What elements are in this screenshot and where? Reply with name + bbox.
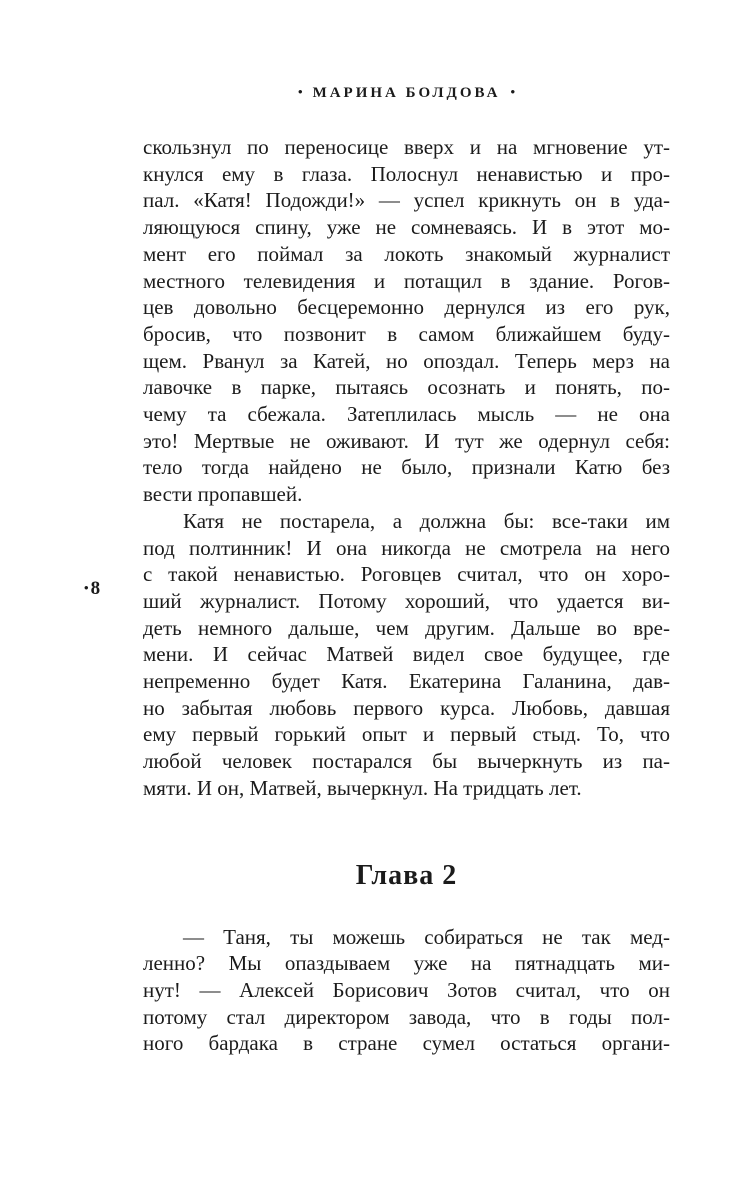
text-line: вести пропавшей. [143,482,303,507]
text-line: но забытая любовь первого курса. Любовь, давшая [143,695,670,720]
text-line: тело тогда найдено не было, признали Катю без [143,455,670,480]
text-line: с такой ненавистью. Роговцев считал, что он хоро- [143,562,670,587]
page-number: 8 [90,578,101,599]
text-line: бросив, что позвонит в самом ближайшем буду- [143,321,670,346]
text-line: лавочке в парке, пытаясь осознать и понять, по- [143,375,670,400]
page-number-bullet-icon: • [84,580,89,595]
text-line: ленно? Мы опаздываем уже на пятнадцать ми- [143,951,670,976]
header-bullet-right-icon: • [510,84,515,99]
text-line: нут! — Алексей Борисович Зотов считал, что он [143,977,670,1002]
text-line: ему первый горький опыт и первый стыд. То, что [143,722,670,747]
text-line: ший журналист. Потому хороший, что удается ви- [143,588,670,613]
text-line: скользнул по переносице вверх и на мгновение ут- [143,135,670,159]
text-line: пал. «Катя! Подожди!» — успел крикнуть он в уда- [143,188,670,213]
page-text [143,134,670,1057]
text-line: цев довольно бесцеремонно дернулся из его рук, [143,295,670,320]
author-name: МАРИНА БОЛДОВА [312,85,501,101]
text-line: местного телевидения и потащил в здание. Рогов- [143,268,670,293]
page-number-marker [84,578,100,600]
paragraph [143,924,670,1058]
text-line: это! Мертвые не оживают. И тут же одернул себя: [143,428,670,453]
text-line: — Таня, ты можешь собираться не так мед- [183,924,670,949]
text-line: потому стал директором завода, что в годы пол- [143,1004,670,1029]
text-line: мент его поймал за локоть знакомый журналист [143,241,670,266]
text-line: Катя не постарела, а должна бы: все-таки им [183,508,670,533]
text-line: мени. И сейчас Матвей видел свое будущее, где [143,642,670,667]
text-line: непременно будет Катя. Екатерина Галанина, дав- [143,669,670,694]
paragraph [143,134,670,508]
text-line: мяти. И он, Матвей, вычеркнул. На тридцать лет. [143,775,582,800]
text-line: любой человек постарался бы вычеркнуть из па- [143,749,670,774]
text-line: кнулся ему в глаза. Полоснул ненавистью и про- [143,161,670,186]
text-line: деть немного дальше, чем другим. Дальше во вре- [143,615,670,640]
text-line: ного бардака в стране сумел остаться органи- [143,1031,670,1056]
header-bullet-left-icon: • [298,84,303,99]
paragraph [143,508,670,802]
text-line: ляющуюся спину, уже не сомневаясь. И в этот мо- [143,215,670,240]
text-line: под полтинник! И она никогда не смотрела на него [143,535,670,560]
running-header [143,84,670,102]
chapter-heading: Глава 2 [355,859,458,891]
text-line: щем. Рванул за Катей, но опоздал. Теперь мерз на [143,348,670,373]
text-line: чему та сбежала. Затеплилась мысль — не она [143,402,670,427]
